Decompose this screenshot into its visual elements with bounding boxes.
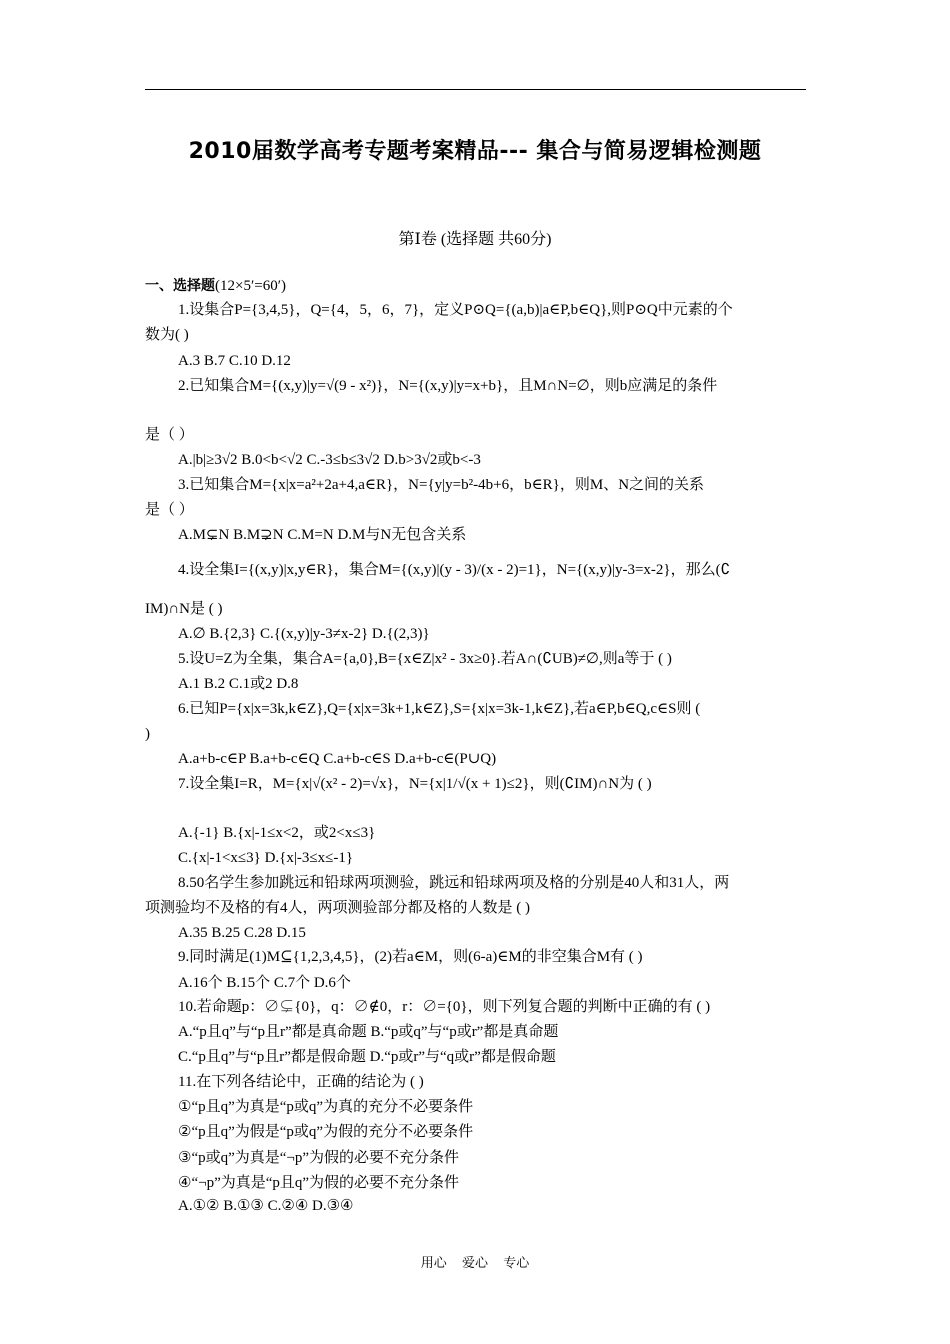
question-line: 2.已知集合M={(x,y)|y=√(9 - x²)}，N={(x,y)|y=x+b}，且M∩N=∅，则b应满足的条件 bbox=[178, 378, 718, 394]
question-line: 5.设U=Z为全集，集合A={a,0},B={x∈Z|x² - 3x≥0}.若A∩(∁UB)≠∅,则a等于 ( ) bbox=[178, 651, 672, 667]
option-line: C.“p且q”与“p且r”都是假命题 D.“p或r”与“q或r”都是假命题 bbox=[178, 1049, 556, 1065]
question-line: 9.同时满足(1)M⊆{1,2,3,4,5}，(2)若a∈M，则(6-a)∈M的非空集合M有 ( ) bbox=[178, 949, 643, 965]
statement-line: ①“p且q”为真是“p或q”为真的充分不必要条件 bbox=[178, 1099, 474, 1115]
question-line: 10.若命题p：∅⊊{0}，q：∅∉0，r：∅={0}，则下列复合题的判断中正确的有 ( ) bbox=[178, 999, 711, 1015]
option-line: A.a+b-c∈P B.a+b-c∈Q C.a+b-c∈S D.a+b-c∈(P∪Q) bbox=[178, 751, 497, 767]
question-line: 7.设全集I=R，M={x|√(x² - 2)=√x}，N={x|1/√(x + 1)≤2}，则(∁IM)∩N为 ( ) bbox=[178, 776, 652, 792]
question-line: 1.设集合P={3,4,5}，Q={4，5，6，7}，定义P⊙Q={(a,b)|a∈P,b∈Q},则P⊙Q中元素的个 bbox=[178, 302, 733, 318]
question-line: 4.设全集I={(x,y)|x,y∈R}，集合M={(x,y)|(y - 3)/(x - 2)=1}，N={(x,y)|y-3=x-2}，那么(∁ bbox=[178, 562, 731, 578]
section-note: (12×5′=60′) bbox=[215, 278, 286, 294]
header-rule bbox=[145, 89, 806, 90]
question-line: 3.已知集合M={x|x=a²+2a+4,a∈R}，N={y|y=b²-4b+6，b∈R}，则M、N之间的关系 bbox=[178, 477, 705, 493]
option-line: A.3 B.7 C.10 D.12 bbox=[178, 353, 291, 369]
page-subtitle: 第Ⅰ卷 (选择题 共60分) bbox=[398, 231, 552, 248]
option-line: A.1 B.2 C.1或2 D.8 bbox=[178, 676, 299, 692]
option-line: A.35 B.25 C.28 D.15 bbox=[178, 925, 306, 941]
question-line: 是（ ） bbox=[145, 502, 194, 518]
option-line: A.{-1} B.{x|-1≤x<2，或2<x≤3} bbox=[178, 825, 376, 841]
section-heading-line bbox=[145, 276, 807, 296]
question-line: ) bbox=[145, 726, 150, 742]
question-line: 是（ ） bbox=[145, 427, 194, 443]
question-line: 项测验均不及格的有4人，两项测验部分都及格的人数是 ( ) bbox=[145, 900, 530, 916]
option-line: A.16个 B.15个 C.7个 D.6个 bbox=[178, 975, 351, 991]
option-line: A.“p且q”与“p且r”都是真命题 B.“p或q”与“p或r”都是真命题 bbox=[178, 1024, 559, 1040]
statement-line: ④“¬p”为真是“p且q”为假的必要不充分条件 bbox=[178, 1175, 460, 1191]
option-line: A.①② B.①③ C.②④ D.③④ bbox=[178, 1198, 354, 1214]
option-line: A.∅ B.{2,3} C.{(x,y)|y-3≠x-2} D.{(2,3)} bbox=[178, 626, 430, 642]
statement-line: ②“p且q”为假是“p或q”为假的充分不必要条件 bbox=[178, 1124, 474, 1140]
option-line: A.M⊊N B.M⊋N C.M=N D.M与N无包含关系 bbox=[178, 527, 467, 543]
statement-line: ③“p或q”为真是“¬p”为假的必要不充分条件 bbox=[178, 1150, 460, 1166]
question-line: IM)∩N是 ( ) bbox=[145, 601, 223, 617]
page-footer: 用心 爱心 专心 bbox=[420, 1255, 530, 1270]
option-line: A.|b|≥3√2 B.0<b<√2 C.-3≤b≤3√2 D.b>3√2或b<-3 bbox=[178, 452, 481, 468]
page-title: 2010届数学高考专题考案精品--- 集合与简易逻辑检测题 bbox=[188, 139, 762, 164]
question-line: 数为( ) bbox=[145, 327, 189, 343]
question-line: 8.50名学生参加跳远和铅球两项测验，跳远和铅球两项及格的分别是40人和31人，两 bbox=[178, 875, 730, 891]
question-line: 6.已知P={x|x=3k,k∈Z},Q={x|x=3k+1,k∈Z},S={x|x=3k-1,k∈Z},若a∈P,b∈Q,c∈S则 ( bbox=[178, 701, 701, 717]
question-line: 11.在下列各结论中，正确的结论为 ( ) bbox=[178, 1074, 424, 1090]
option-line: C.{x|-1<x≤3} D.{x|-3≤x≤-1} bbox=[178, 850, 354, 866]
section-heading: 一、选择题 bbox=[145, 278, 215, 294]
